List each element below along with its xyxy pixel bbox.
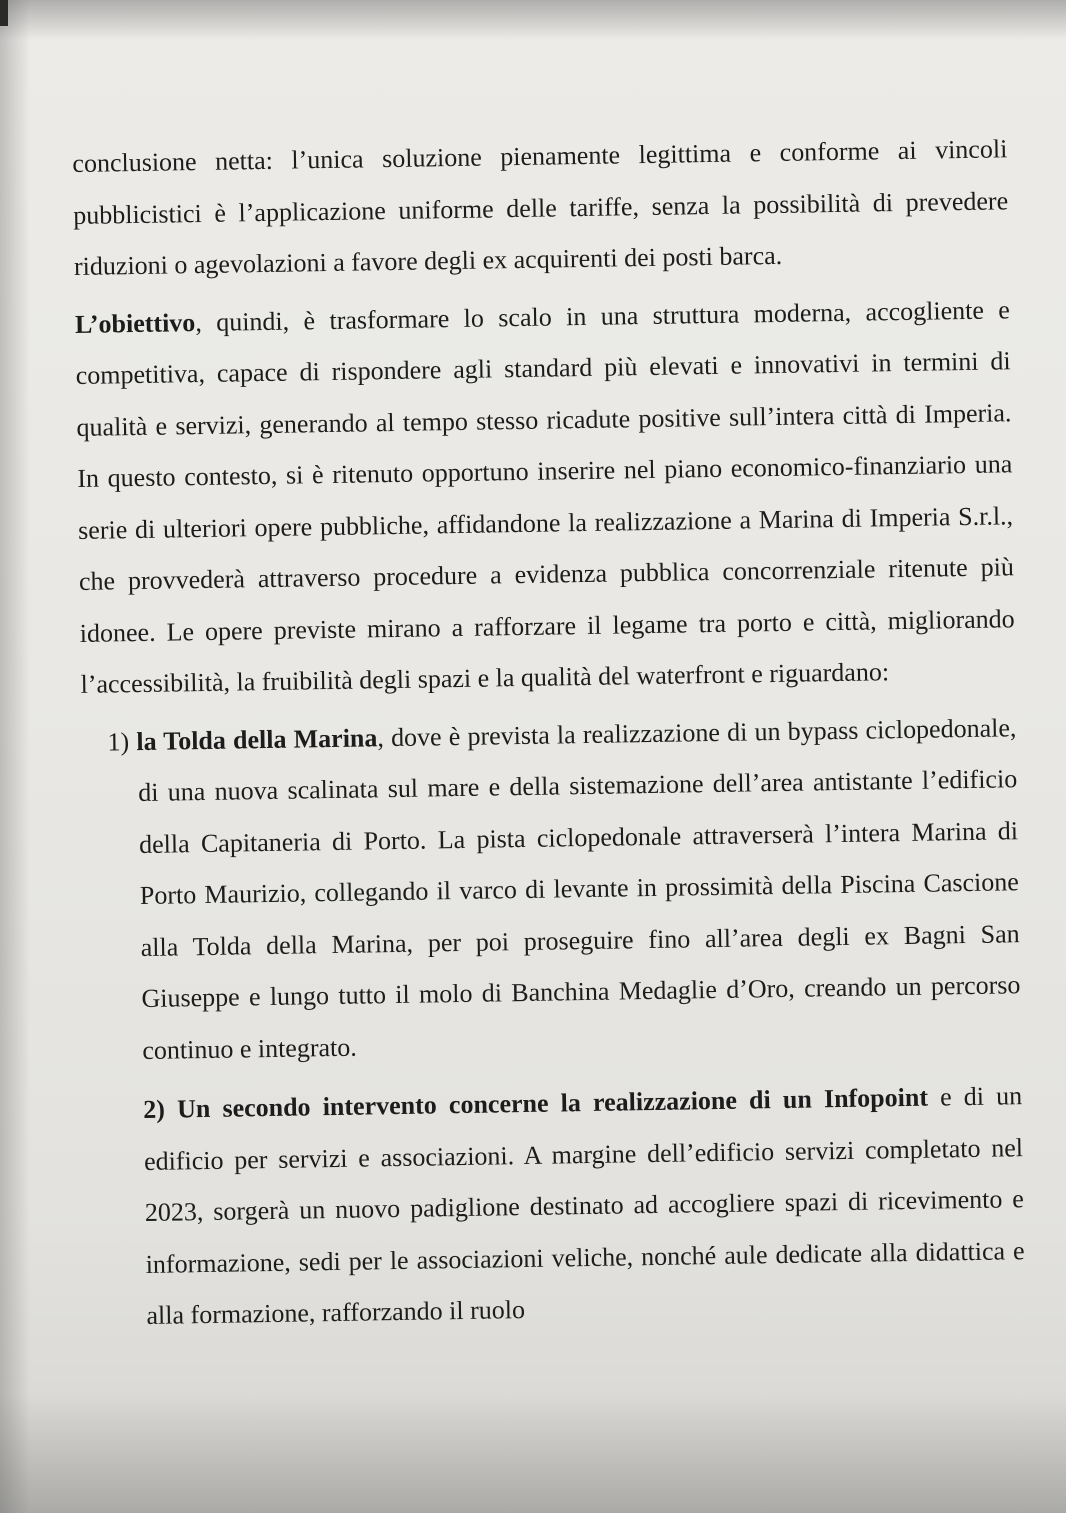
page-shadow-top (0, 0, 1066, 40)
list-item-1 (107, 702, 1022, 1076)
paragraph-objective (75, 284, 1016, 711)
list-item-1-text: , dove è prevista la realizzazione di un bypass ciclopedonale, di una nuova scalinata sul mare e della sistemazione dell’area antistante l’edificio della Capitaneria di Porto. La pista ciclopedonale attraverserà l’intera Marina di Porto Maurizio, collegando il varco di levante in prossimità della Piscina Cascione alla Tolda della Marina, per poi proseguire fino all’area degli ex Bagni San Giuseppe e lungo tutto il molo di Banchina Medaglie d’Oro, creando un percorso continuo e integrato. (138, 712, 1021, 1065)
list-item-2 (143, 1070, 1026, 1341)
list-item-2-lead: 2) Un secondo intervento concerne la realizzazione di un Infopoint (143, 1082, 929, 1124)
list-item-1-lead: la Tolda della Marina (136, 722, 378, 756)
page-shadow-left (0, 0, 30, 1513)
corner-mark (0, 0, 8, 26)
document-body (72, 123, 1026, 1350)
paragraph-objective-text: , quindi, è trasformare lo scalo in una struttura moderna, accogliente e competitiva, capace di rispondere agli standard più elevati e innovativi in termini di qualità e servizi, generando al tempo stesso ricadute positive sull’intera città di Imperia. In questo contesto, si è ritenuto opportuno inserire nel piano economico-finanziario una serie di ulteriori opere pubbliche, affidandone la realizzazione a Marina di Imperia S.r.l., che provvederà attraverso procedure a evidenza pubblica concorrenziale ritenute più idonee. Le opere previste mirano a rafforzare il legame tra porto e città, migliorando l’accessibilità, la fruibilità degli spazi e la qualità del waterfront e riguardano: (75, 294, 1015, 699)
list-item-1-number: 1) (107, 726, 130, 757)
paragraph-objective-lead: L’obiettivo (74, 307, 196, 339)
list-item-2-text: e di un edificio per servizi e associazioni. A margine dell’edificio servizi completato nel 2023, sorgerà un nuovo padiglione destinato ad accogliere spazi di ricevimento e informazione, sedi per le associazioni veliche, nonché aule dedicate alla didattica e alla formazione, rafforzando il ruolo (143, 1081, 1025, 1330)
page-shadow-bottom (0, 1393, 1066, 1513)
paragraph-conclusion (72, 123, 1009, 292)
paragraph-conclusion-text: conclusione netta: l’unica soluzione pienamente legittima e conforme ai vincoli pubblicistici è l’applicazione uniforme delle tariffe, senza la possibilità di prevedere riduzioni o agevolazioni a favore degli ex acquirenti dei posti barca. (72, 134, 1009, 281)
